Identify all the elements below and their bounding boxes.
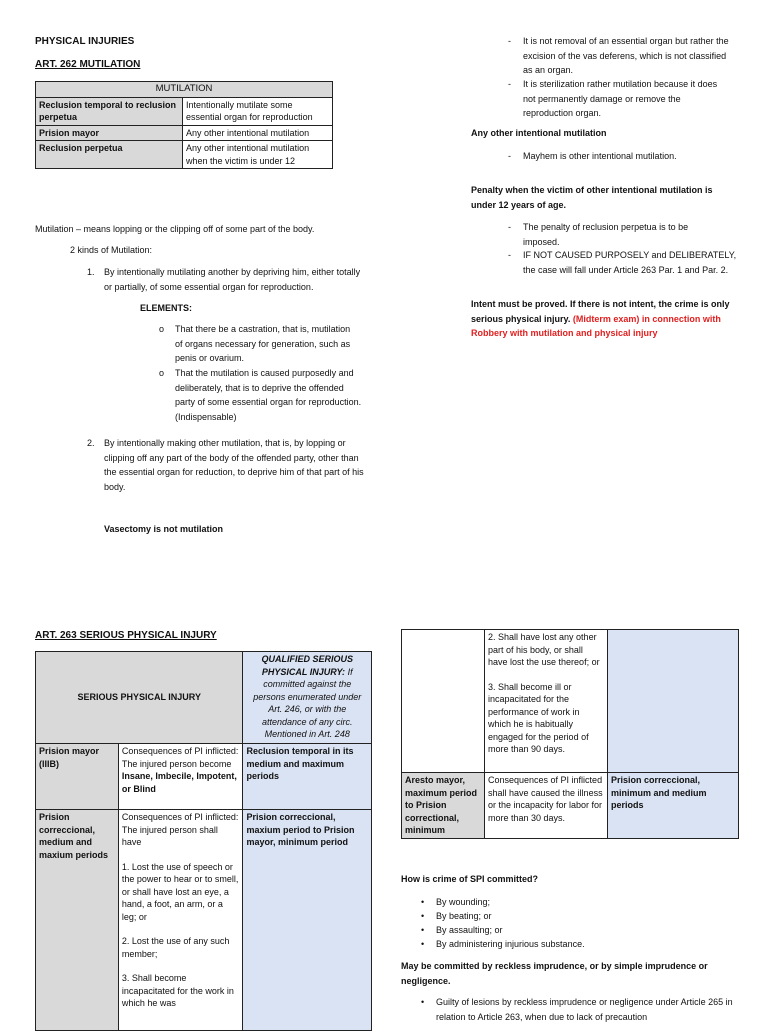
bullet-icon: • — [421, 997, 425, 1007]
art263-heading: ART. 263 SERIOUS PHYSICAL INJURY — [35, 630, 217, 641]
qualified-penalty-cell: Prision correccional, minimum and medium periods — [608, 773, 739, 839]
penalty-cell: Reclusion perpetua — [36, 141, 183, 169]
spi-continuation-table — [401, 629, 739, 839]
list-item-text: It is not removal of an essential organ but rather the excision of the vas deferens, which is not classified as an organ. — [523, 36, 729, 75]
list-item — [159, 322, 360, 366]
consequence-cell — [118, 744, 243, 810]
list-item — [508, 248, 738, 277]
list-item — [508, 34, 735, 78]
spi-how-heading: How is crime of SPI committed? — [401, 874, 539, 884]
vasectomy-heading: Vasectomy is not mutilation — [104, 524, 224, 534]
list-item-text: Mayhem is other intentional mutilation. — [523, 151, 677, 161]
penalty-cell: Prision correccional, medium and maxium periods — [36, 810, 119, 1031]
list-item — [159, 366, 365, 424]
list-item — [508, 149, 733, 164]
list-item — [421, 909, 492, 924]
qualified-penalty-cell: Reclusion temporal in its medium and maximum periods — [243, 744, 372, 810]
penalty-heading: Penalty when the victim of other intentional mutilation is under 12 years of age. — [471, 185, 713, 210]
dash-bullet: - — [508, 36, 511, 46]
bullet-icon: • — [421, 897, 425, 907]
dash-bullet: - — [508, 79, 511, 89]
list-item-text: By beating; or — [436, 911, 492, 921]
list-item-text: By wounding; — [436, 897, 491, 907]
empty-qualified-cell — [608, 630, 739, 773]
list-item — [87, 265, 369, 294]
list-item-text: By intentionally mutilating another by depriving him, either totally or partially, of some essential organ for reproduction. — [104, 267, 361, 292]
list-number: 1. — [87, 267, 95, 277]
dash-bullet: - — [508, 250, 511, 260]
circle-bullet-icon: o — [159, 324, 165, 334]
table-row — [36, 97, 333, 125]
mutilation-table-header: MUTILATION — [36, 82, 333, 98]
list-item — [87, 436, 366, 494]
list-item-text: IF NOT CAUSED PURPOSELY and DELIBERATELY, the case will fall under Article 263 Par. 1 and Par. 2. — [523, 250, 737, 275]
table-row — [36, 810, 372, 1031]
list-number: 2. — [87, 438, 95, 448]
qualified-title: QUALIFIED SERIOUS PHYSICAL INJURY: — [261, 654, 353, 677]
negligence-heading: May be committed by reckless imprudence, or by simple imprudence or negligence. — [401, 961, 708, 986]
intent-text: Intent must be proved. If there is not intent, the crime is only serious physical injury. — [471, 299, 730, 324]
mutilation-definition: Mutilation – means lopping or the clipping off of some part of the body. — [35, 224, 315, 234]
consequence-item: 3. Shall become ill or incapacitated for the performance of work in which he is habitually engaged for the period of more than 90 days. — [488, 681, 589, 754]
list-item — [508, 220, 713, 249]
description-cell: Any other intentional mutilation — [183, 125, 333, 141]
penalty-cell: Aresto mayor, maximum period to Prision correctional, minimum — [402, 773, 485, 839]
spi-column-header: SERIOUS PHYSICAL INJURY — [36, 652, 243, 744]
elements-heading: ELEMENTS: — [140, 303, 193, 313]
list-item-text: By intentionally making other mutilation, that is, by lopping or clipping off any part of the body of the offended party, other than the essential organ for reduction, to deprive him of that part of his body. — [104, 438, 364, 492]
art262-heading: ART. 262 MUTILATION — [35, 59, 141, 70]
dash-bullet: - — [508, 222, 511, 232]
serious-physical-injury-table — [35, 651, 372, 1031]
consequence-cell: Consequences of PI inflicted shall have caused the illness or the incapacity for labor for more than 30 days. — [485, 773, 608, 839]
list-item-text: By assaulting; or — [436, 925, 503, 935]
table-row — [36, 125, 333, 141]
table-row — [402, 773, 739, 839]
consequence-bold: Insane, Imbecile, Impotent, or Blind — [121, 771, 237, 794]
table-row — [36, 141, 333, 169]
list-item-text: That the mutilation is caused purposedly and deliberately, that is to deprive the offended party of some essential organ for reproduction. (Indispensable) — [175, 368, 362, 422]
penalty-cell: Prision mayor (IIIB) — [36, 744, 119, 810]
dash-bullet: - — [508, 151, 511, 161]
consequence-item: 2. Shall have lost any other part of his body, or shall have lost the use thereof; or — [488, 632, 600, 667]
list-item — [508, 77, 728, 121]
list-item-text: That there be a castration, that is, mutilation of organs necessary for generation, such as penis or ovarium. — [175, 324, 351, 363]
bullet-icon: • — [421, 939, 425, 949]
qualified-penalty-cell: Prision correccional, maxium period to Prision mayor, minimum period — [243, 810, 372, 1031]
empty-penalty-cell — [402, 630, 485, 773]
table-row — [402, 630, 739, 773]
intent-red-text: (Midterm exam) in connection with Robbery with mutilation and physical injury — [471, 313, 721, 338]
page-title: PHYSICAL INJURIES — [35, 36, 135, 47]
penalty-cell: Prision mayor — [36, 125, 183, 141]
consequence-text: Consequences of PI inflicted: The injured person become — [121, 746, 239, 769]
mutilation-table — [35, 81, 333, 169]
list-item — [421, 937, 585, 952]
circle-bullet-icon: o — [159, 368, 165, 378]
list-item — [421, 895, 491, 910]
penalty-cell: Reclusion temporal to reclusion perpetua — [36, 97, 183, 125]
list-item-text: The penalty of reclusion perpetua is to be imposed. — [523, 222, 689, 247]
qualified-note: If committed against the persons enumerated under Art. 246, or with the attendance of any circ. Mentioned in Art. 248 — [253, 666, 362, 739]
list-item-text: It is sterilization rather mutilation because it does not permanently damage or remove the reproduction organ. — [523, 79, 718, 118]
description-cell: Any other intentional mutilation when the victim is under 12 — [183, 141, 333, 169]
table-row — [36, 744, 372, 810]
kinds-of-mutilation: 2 kinds of Mutilation: — [70, 245, 153, 255]
list-item — [421, 995, 736, 1024]
consequence-item: 1. Lost the use of speech or the power to hear or to smell, or shall have lost an eye, a hand, a foot, an arm, or a leg; or — [121, 861, 239, 922]
list-item-text: Guilty of lesions by reckless imprudence or negligence under Article 265 in relation to Article 263, when due to lack of precaution — [436, 997, 733, 1022]
bullet-icon: • — [421, 925, 425, 935]
qualified-header — [243, 652, 372, 744]
consequence-item: 2. Lost the use of any such member; — [121, 936, 230, 959]
list-item — [421, 923, 503, 938]
description-cell: Intentionally mutilate some essential organ for reproduction — [183, 97, 333, 125]
consequence-intro: Consequences of PI inflicted: The injured person shall have — [121, 812, 239, 847]
consequence-cell — [118, 810, 243, 1031]
list-item-text: By administering injurious substance. — [436, 939, 585, 949]
bullet-icon: • — [421, 911, 425, 921]
consequence-cell — [485, 630, 608, 773]
consequence-item: 3. Shall become incapacitated for the work in which he was — [121, 973, 234, 1008]
intent-note — [471, 297, 736, 341]
other-mutilation-heading: Any other intentional mutilation — [471, 128, 607, 138]
